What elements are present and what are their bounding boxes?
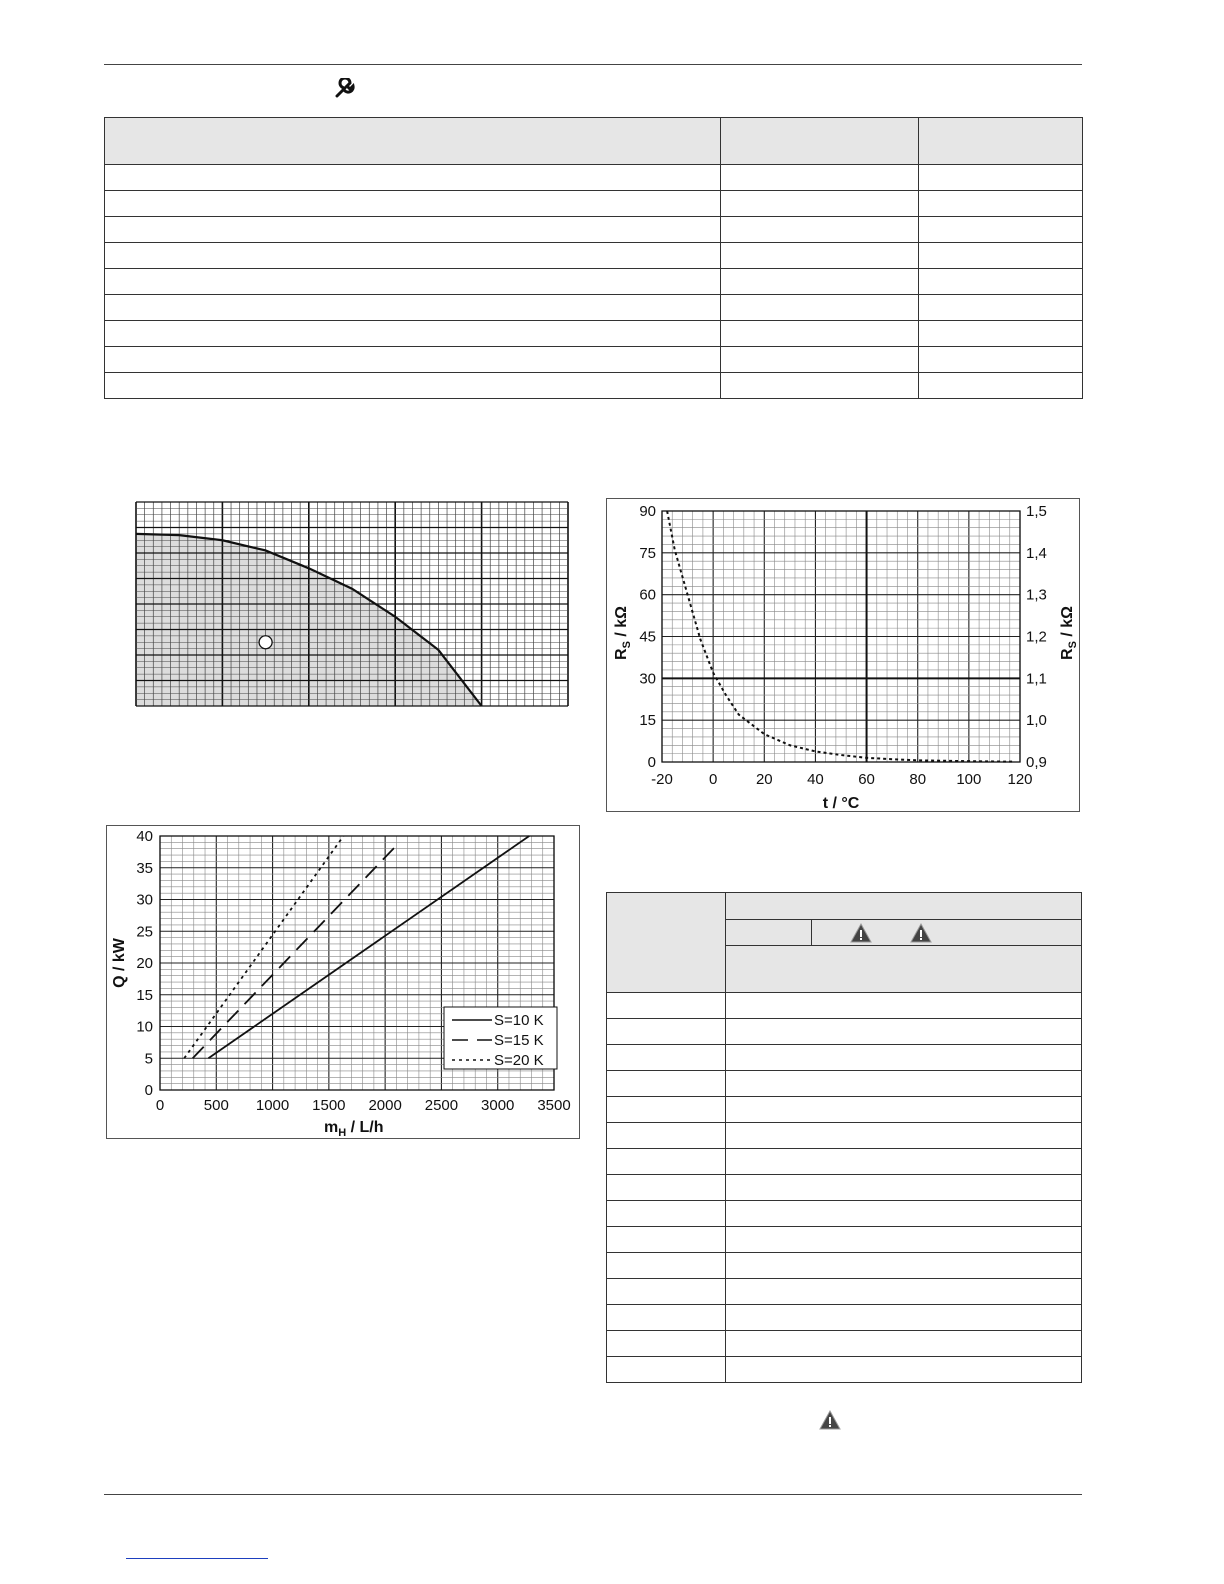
x-tick-label: 40 [807, 771, 824, 788]
y-tick-label: 30 [136, 891, 153, 909]
x-tick-label: 0 [708, 771, 718, 788]
table-cell [919, 269, 1083, 295]
table-cell [721, 295, 919, 321]
y-tick-label: 20 [136, 955, 153, 972]
table-cell [726, 1123, 1082, 1149]
x-tick-label: 3000 [481, 1097, 515, 1114]
table-row [105, 243, 1083, 269]
table-cell [726, 993, 1082, 1019]
legend-label: S=20 K [494, 1052, 544, 1069]
x-axis-title: t / °C [822, 795, 860, 812]
y-tick-label: 15 [136, 986, 153, 1004]
y-right-axis-title-unit: / kΩ [1059, 606, 1076, 642]
y-tick-label: 5 [144, 1050, 153, 1068]
x-tick-label: 2500 [424, 1097, 459, 1114]
pump-curve-chart [134, 498, 570, 710]
y-right-tick-label: 1,1 [1026, 670, 1047, 688]
table-cell [726, 1331, 1082, 1357]
table-row [607, 1149, 1082, 1175]
table-cell [919, 243, 1083, 269]
legend-label: S=15 K [494, 1032, 544, 1049]
table-row [607, 1071, 1082, 1097]
table-cell [607, 1175, 726, 1201]
table-row [105, 347, 1083, 373]
table-cell [607, 1227, 726, 1253]
bottom-table [606, 892, 1082, 1383]
warning-icon [819, 1410, 841, 1430]
y-left-tick-label: 30 [639, 670, 656, 688]
table-cell [726, 1357, 1082, 1383]
x-tick-label: 2000 [368, 1097, 402, 1114]
table-cell [919, 373, 1083, 399]
table-cell [607, 1019, 726, 1045]
bottom-table-corner-cell [607, 893, 726, 993]
table-cell [721, 321, 919, 347]
table-row [607, 1123, 1082, 1149]
table-row [607, 1253, 1082, 1279]
table-row [607, 1097, 1082, 1123]
pump-curve-svg [134, 498, 570, 710]
table-row [105, 269, 1083, 295]
chart-frame [607, 499, 1080, 812]
footer-rule [104, 1494, 1082, 1495]
table-cell [726, 1305, 1082, 1331]
y-left-tick-label: 0 [647, 754, 656, 771]
bottom-table-subheader-cell [726, 920, 812, 946]
sensor-resistance-chart [606, 498, 1080, 812]
y-right-tick-label: 1,3 [1026, 586, 1047, 604]
table-cell [726, 1253, 1082, 1279]
table-cell [726, 1045, 1082, 1071]
y-right-tick-label: 1,4 [1026, 544, 1047, 562]
x-tick-label: 60 [858, 771, 875, 788]
table-row [105, 191, 1083, 217]
table-cell [607, 1097, 726, 1123]
table-row [607, 1227, 1082, 1253]
y-right-tick-label: 1,5 [1026, 503, 1047, 520]
footer-link-underline[interactable] [126, 1558, 268, 1559]
y-tick-label: 0 [144, 1082, 153, 1099]
legend-label: S=10 K [494, 1012, 544, 1029]
x-tick-label: 100 [956, 771, 982, 788]
y-left-axis-title-main: R [613, 648, 630, 660]
y-right-axis-title-main: R [1059, 648, 1076, 660]
table-cell [105, 217, 721, 243]
x-tick-label: 500 [203, 1097, 229, 1114]
x-tick-label: 0 [155, 1097, 165, 1114]
top-table-header [105, 118, 1083, 165]
table-cell [919, 321, 1083, 347]
top-table [104, 117, 1083, 399]
table-row [105, 321, 1083, 347]
y-left-tick-label: 60 [639, 586, 656, 604]
table-cell [105, 373, 721, 399]
y-tick-label: 25 [136, 923, 153, 941]
table-cell [726, 1175, 1082, 1201]
x-tick-label: 1500 [312, 1097, 346, 1114]
table-cell [721, 165, 919, 191]
table-cell [726, 1097, 1082, 1123]
bottom-table-header-row [607, 893, 1082, 920]
table-cell [105, 243, 721, 269]
table-row [607, 1175, 1082, 1201]
sensor-resistance-svg [606, 498, 1080, 812]
table-cell [721, 269, 919, 295]
y-right-tick-label: 0,9 [1026, 754, 1047, 771]
table-cell [919, 165, 1083, 191]
x-tick-label: 120 [1007, 771, 1033, 788]
x-tick-label: 3500 [537, 1097, 571, 1114]
table-cell [105, 165, 721, 191]
y-left-tick-label: 45 [639, 628, 656, 646]
bottom-table-header-title [726, 893, 1082, 920]
table-cell [607, 1123, 726, 1149]
table-row [105, 165, 1083, 191]
top-table-header-cell [105, 118, 721, 165]
table-row [607, 1305, 1082, 1331]
y-left-tick-label: 75 [639, 544, 656, 562]
heat-output-svg [106, 825, 580, 1139]
wrench-icon [333, 78, 357, 100]
table-row [607, 1201, 1082, 1227]
bottom-table-header-cell [726, 946, 1082, 993]
table-cell [607, 1357, 726, 1383]
warning-icon [910, 923, 932, 943]
table-row [607, 993, 1082, 1019]
table-cell [607, 993, 726, 1019]
y-right-tick-label: 1,2 [1026, 628, 1047, 646]
y-left-tick-label: 15 [639, 712, 656, 730]
table-row [607, 1331, 1082, 1357]
table-cell [105, 191, 721, 217]
table-row [105, 373, 1083, 399]
y-left-tick-label: 90 [639, 503, 656, 520]
table-row [105, 295, 1083, 321]
table-cell [726, 1071, 1082, 1097]
bottom-table-warning-cell [812, 920, 1082, 946]
table-cell [607, 1071, 726, 1097]
table-cell [105, 269, 721, 295]
table-cell [726, 1279, 1082, 1305]
table-cell [726, 1201, 1082, 1227]
table-cell [607, 1201, 726, 1227]
x-axis-title-sub: H [338, 1127, 347, 1139]
table-cell [726, 1149, 1082, 1175]
y-right-axis-title-sub: S [1067, 641, 1079, 649]
table-cell [721, 217, 919, 243]
table-cell [919, 295, 1083, 321]
table-cell [721, 373, 919, 399]
table-cell [607, 1045, 726, 1071]
table-cell [726, 1019, 1082, 1045]
header-rule [104, 64, 1082, 65]
table-cell [919, 217, 1083, 243]
table-cell [105, 321, 721, 347]
y-right-tick-label: 1,0 [1026, 712, 1047, 730]
y-left-axis-title-unit: / kΩ [613, 606, 630, 642]
table-row [607, 1357, 1082, 1383]
table-cell [721, 191, 919, 217]
y-tick-label: 40 [136, 828, 153, 845]
table-row [607, 1045, 1082, 1071]
top-table-header-cell [919, 118, 1083, 165]
table-cell [105, 295, 721, 321]
x-tick-label: 1000 [255, 1097, 290, 1114]
x-axis-title-main: m [324, 1119, 339, 1136]
heat-output-chart [106, 825, 580, 1139]
operating-point-marker [259, 636, 272, 649]
table-cell [607, 1149, 726, 1175]
table-row [607, 1019, 1082, 1045]
table-cell [919, 347, 1083, 373]
table-cell [607, 1279, 726, 1305]
x-tick-label: 80 [909, 771, 927, 788]
table-row [607, 1279, 1082, 1305]
x-axis-title-unit: / L/h [346, 1119, 384, 1136]
table-cell [607, 1305, 726, 1331]
x-tick-label: -20 [651, 771, 673, 788]
y-left-axis-title-sub: S [621, 641, 633, 649]
table-cell [607, 1253, 726, 1279]
table-cell [607, 1331, 726, 1357]
table-cell [919, 191, 1083, 217]
y-tick-label: 35 [136, 859, 153, 877]
y-axis-title: Q / kW [111, 938, 128, 988]
table-cell [721, 347, 919, 373]
x-tick-label: 20 [755, 771, 773, 788]
table-cell [721, 243, 919, 269]
y-tick-label: 10 [136, 1018, 153, 1036]
table-cell [726, 1227, 1082, 1253]
warning-icon [850, 923, 872, 943]
table-row [105, 217, 1083, 243]
top-table-header-cell [721, 118, 919, 165]
table-cell [105, 347, 721, 373]
